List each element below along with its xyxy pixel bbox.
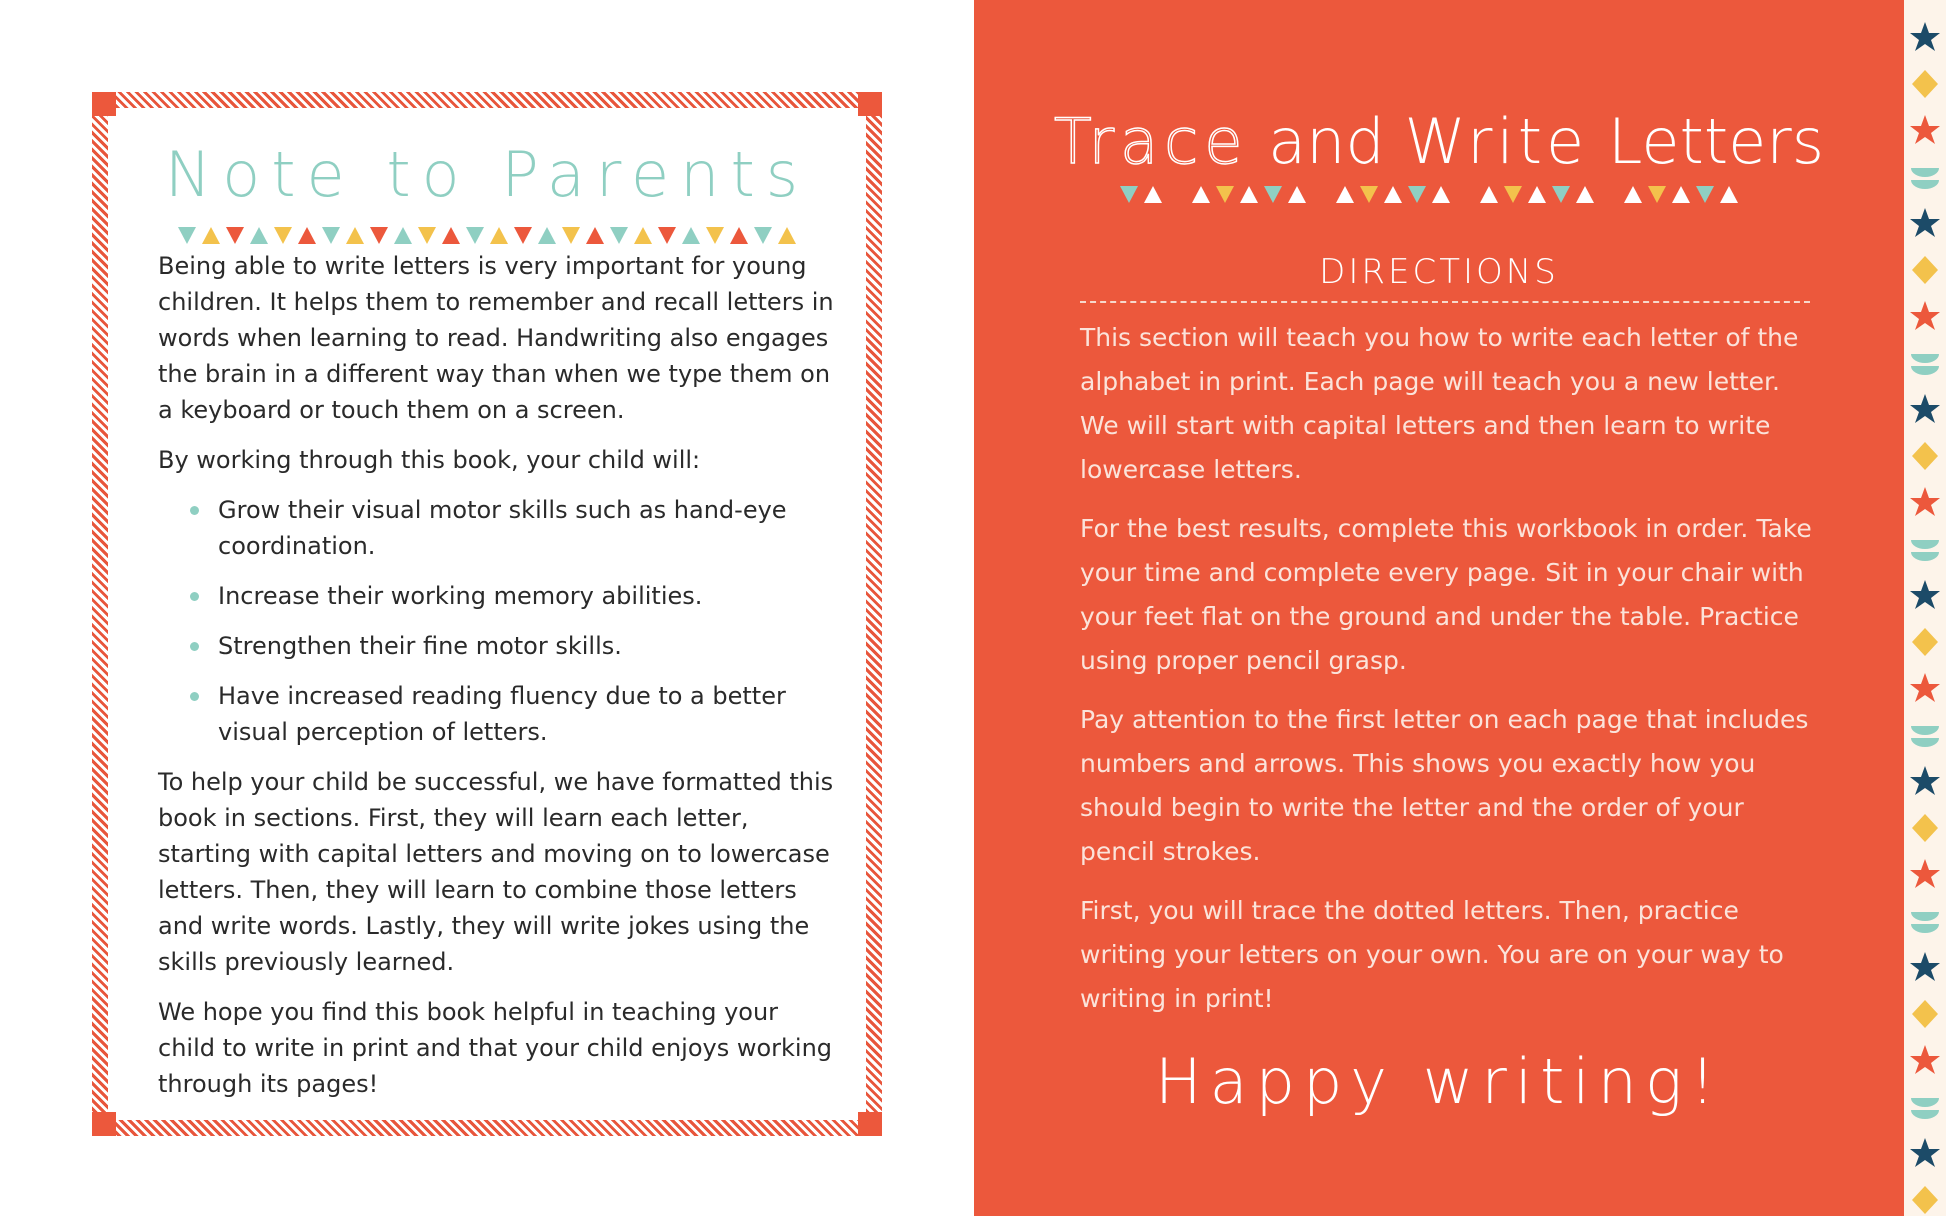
star-icon [1908,857,1942,891]
triangle-icon [1168,186,1186,203]
diamond-icon [1908,1183,1942,1217]
frame-corner [92,92,116,116]
triangle-icon [514,227,532,244]
closing-paragraph: We hope you find this book helpful in teaching your child to write in print and that your child enjoys working through its pages! [158,998,833,1098]
triangle-icon [1216,186,1234,203]
triangle-icon [730,227,748,244]
list-item: Grow their visual motor skills such as hand-eye coordination. [218,492,838,564]
decorative-border-strip [1904,0,1946,1216]
dashed-divider [1080,301,1810,303]
triangle-icon [1528,186,1546,203]
triangle-icon [1624,186,1642,203]
triangle-icon [610,227,628,244]
star-icon [1908,392,1942,426]
triangle-icon [178,227,196,244]
bowl-icon [1908,532,1942,566]
directions-heading: DIRECTIONS [1319,252,1559,292]
triangle-icon [226,227,244,244]
triangle-icon [1600,186,1618,203]
triangle-icon [1552,186,1570,203]
triangle-icon [298,227,316,244]
star-icon [1908,578,1942,612]
triangle-icon [1120,186,1138,203]
star-icon [1908,1043,1942,1077]
list-item: Have increased reading fluency due to a better visual perception of letters. [218,678,838,750]
triangle-icon [1480,186,1498,203]
triangle-icon [418,227,436,244]
triangle-icon [466,227,484,244]
triangle-icon [562,227,580,244]
triangle-icon [778,227,796,244]
triangle-icon [322,227,340,244]
directions-paragraph: For the best results, complete this workbook in order. Take your time and complete every page. Sit in your chair with your feet flat on the ground and under the table. Practice using proper pencil grasp. [1080,514,1812,675]
diamond-icon [1908,625,1942,659]
structure-paragraph: To help your child be successful, we have formatted this book in sections. First, they will learn each letter, starting with capital letters and moving on to lowercase letters. Then, they will learn to combine those letters and write words. Lastly, they will write jokes using the skills previously learned. [158,768,834,976]
benefits-list [158,492,838,750]
triangle-icon [370,227,388,244]
star-icon [1908,299,1942,333]
bowl-icon [1908,346,1942,380]
note-title: Note to Parents [164,138,810,211]
list-item: Strengthen their fine motor skills. [218,628,838,664]
frame-corner [92,1112,116,1136]
triangle-icon [1336,186,1354,203]
triangle-icon [1192,186,1210,203]
triangle-icon [1456,186,1474,203]
title-traced-word: Trace [1053,105,1249,178]
triangle-icon [1576,186,1594,203]
diamond-icon [1908,67,1942,101]
triangle-icon [1384,186,1402,203]
frame-corner [858,92,882,116]
star-icon [1908,764,1942,798]
note-panel [108,108,866,1120]
triangle-icon [1672,186,1690,203]
diamond-icon [1908,811,1942,845]
directions-body [1080,316,1825,1036]
diamond-icon [1908,997,1942,1031]
lead-in-paragraph: By working through this book, your child will: [158,446,701,474]
right-page [974,0,1904,1216]
triangle-icon [1744,186,1762,203]
star-icon [1908,206,1942,240]
title-word: Write [1404,105,1589,178]
diamond-icon [1908,439,1942,473]
star-icon [1908,485,1942,519]
star-icon [1908,113,1942,147]
triangle-icon [1720,186,1738,203]
triangle-icon [1264,186,1282,203]
triangle-icon [586,227,604,244]
star-icon [1908,20,1942,54]
triangle-icon [394,227,412,244]
triangle-icon [442,227,460,244]
triangle-icon [1432,186,1450,203]
triangle-icon [490,227,508,244]
note-body [158,248,838,1116]
triangle-divider [178,227,796,244]
triangle-icon [274,227,292,244]
triangle-icon [1360,186,1378,203]
triangle-icon [658,227,676,244]
triangle-icon [1408,186,1426,203]
triangle-icon [706,227,724,244]
triangle-icon [1288,186,1306,203]
triangle-icon [634,227,652,244]
bowl-icon [1908,160,1942,194]
title-word: Letters [1607,105,1825,178]
directions-paragraph: Pay attention to the first letter on each page that includes numbers and arrows. This shows you exactly how you should begin to write the letter and the order of your pencil strokes. [1080,705,1809,866]
bowl-icon [1908,1090,1942,1124]
star-icon [1908,671,1942,705]
star-icon [1908,950,1942,984]
bowl-icon [1908,904,1942,938]
triangle-icon [682,227,700,244]
triangle-icon [1696,186,1714,203]
triangle-icon [1240,186,1258,203]
intro-paragraph: Being able to write letters is very important for young children. It helps them to remember and recall letters in words when learning to read. Handwriting also engages the brain in a different way than when we type them on a keyboard or touch them on a screen. [158,252,834,424]
triangle-icon [754,227,772,244]
list-item: Increase their working memory abilities. [218,578,838,614]
triangle-divider [1120,186,1762,203]
star-icon [1908,1136,1942,1170]
trace-write-title [974,105,1904,178]
triangle-icon [1312,186,1330,203]
directions-paragraph: This section will teach you how to write each letter of the alphabet in print. Each page will teach you a new letter. We will start with capital letters and then learn to write lowercase letters. [1080,323,1799,484]
triangle-icon [346,227,364,244]
triangle-icon [250,227,268,244]
frame-corner [858,1112,882,1136]
diamond-icon [1908,253,1942,287]
triangle-icon [1144,186,1162,203]
directions-paragraph: First, you will trace the dotted letters. Then, practice writing your letters on your own. You are on your way to writing in print! [1080,896,1784,1013]
note-frame-border [92,92,882,1136]
triangle-icon [202,227,220,244]
triangle-icon [1648,186,1666,203]
title-word: and [1268,105,1385,178]
triangle-icon [1504,186,1522,203]
happy-writing-heading: Happy writing! [1154,1045,1724,1118]
bowl-icon [1908,718,1942,752]
triangle-icon [538,227,556,244]
